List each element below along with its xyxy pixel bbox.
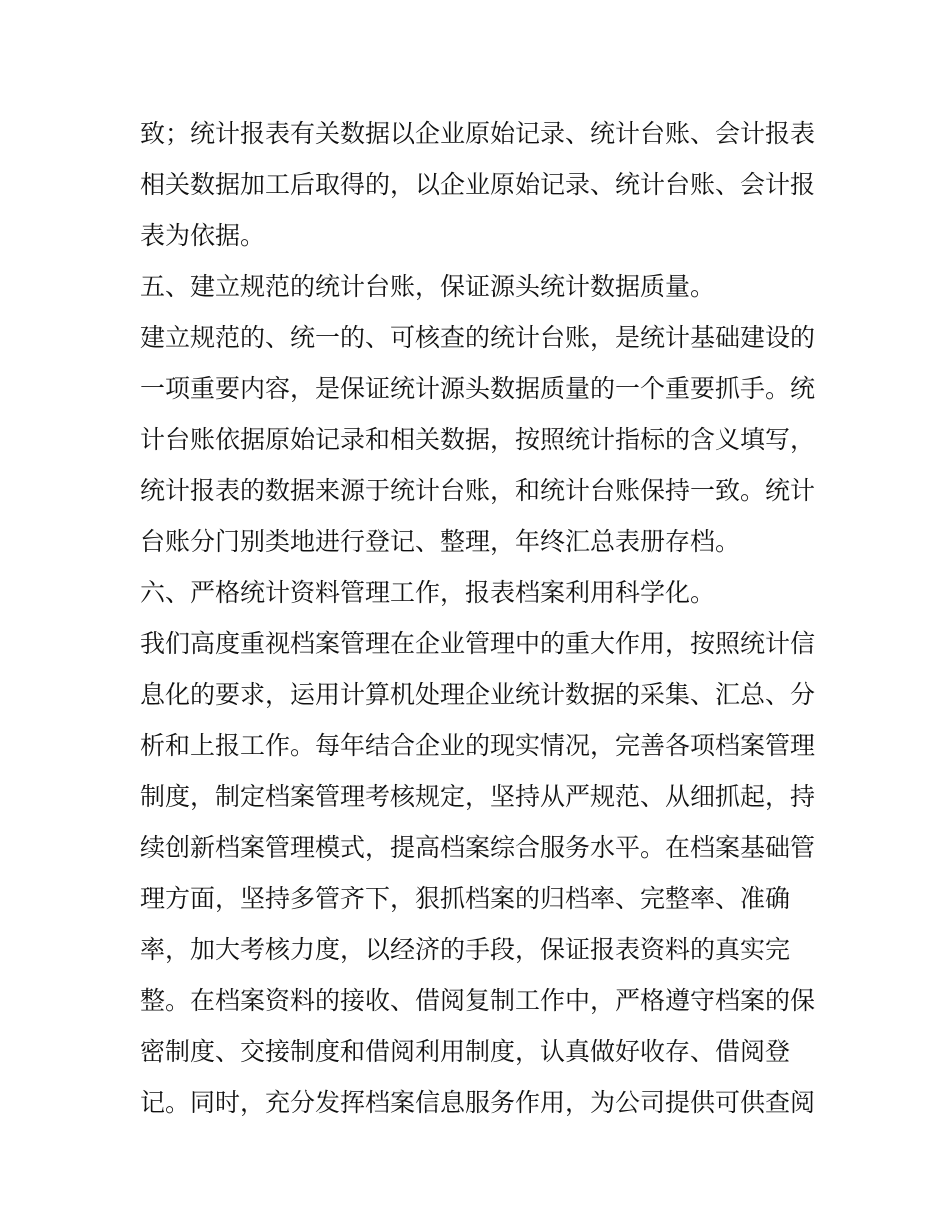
section-heading: 五、建立规范的统计台账，保证源头统计数据质量。 <box>140 272 716 301</box>
text-line: 制度，制定档案管理考核规定，坚持从严规范、从细抓起，持 <box>140 782 816 811</box>
section-heading: 六、严格统计资料管理工作，报表档案利用科学化。 <box>140 578 716 607</box>
text-line: 台账分门别类地进行登记、整理，年终汇总表册存档。 <box>140 527 741 556</box>
text-line: 续创新档案管理模式，提高档案综合服务水平。在档案基础管 <box>140 833 816 862</box>
text-line: 整。在档案资料的接收、借阅复制工作中，严格遵守档案的保 <box>140 986 816 1015</box>
text-line: 息化的要求，运用计算机处理企业统计数据的采集、汇总、分 <box>140 680 816 709</box>
text-line: 密制度、交接制度和借阅利用制度，认真做好收存、借阅登 <box>140 1037 791 1066</box>
text-line: 率，加大考核力度，以经济的手段，保证报表资料的真实完 <box>140 935 791 964</box>
text-line: 表为依据。 <box>140 221 266 250</box>
text-line: 相关数据加工后取得的，以企业原始记录、统计台账、会计报 <box>140 170 816 199</box>
text-line: 致；统计报表有关数据以企业原始记录、统计台账、会计报表 <box>140 119 816 148</box>
text-line: 计台账依据原始记录和相关数据，按照统计指标的含义填写， <box>140 425 816 454</box>
body-text <box>140 108 820 1128</box>
text-line: 理方面，坚持多管齐下，狠抓档案的归档率、完整率、准确 <box>140 884 791 913</box>
text-line: 析和上报工作。每年结合企业的现实情况，完善各项档案管理 <box>140 731 816 760</box>
text-line: 记。同时，充分发挥档案信息服务作用，为公司提供可供查阅 <box>140 1088 816 1117</box>
text-line: 一项重要内容，是保证统计源头数据质量的一个重要抓手。统 <box>140 374 816 403</box>
text-line: 建立规范的、统一的、可核查的统计台账，是统计基础建设的 <box>140 323 816 352</box>
text-line: 统计报表的数据来源于统计台账，和统计台账保持一致。统计 <box>140 476 816 505</box>
text-line: 我们高度重视档案管理在企业管理中的重大作用，按照统计信 <box>140 629 816 658</box>
